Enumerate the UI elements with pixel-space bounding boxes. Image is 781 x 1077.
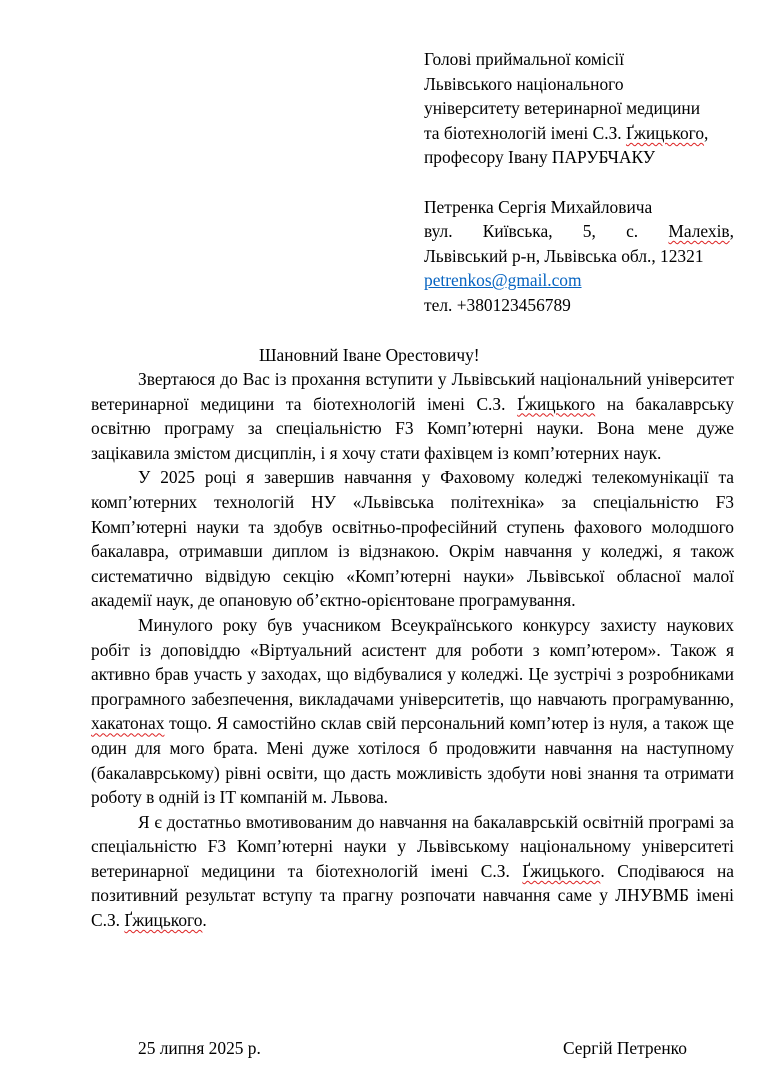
recipient-line: та біотехнологій імені С.З. Ґжицького, bbox=[424, 122, 709, 143]
signature-name: Сергій Петренко bbox=[563, 1038, 687, 1058]
recipient-line: університету ветеринарної медицини bbox=[424, 98, 701, 119]
sender-region: Львівський р-н, Львівська обл., 12321 bbox=[424, 245, 704, 266]
paragraph: У 2025 році я завершив навчання у Фаховому коледжі телекомунікації та комп’ютерних технологій НУ «Львівська політехніка» за спеціальністю F3 Комп’ютерні науки та здобув освітньо-професійний ступень фахового молодшого бакалавра, отримавши диплом із відзнакою. Окрім навчання у коледжі, я також систематично відвідую секцію «Комп’ютерні науки» Львівської обласної малої академії наук, де опановую об’єктно-орієнтоване програмування. bbox=[91, 467, 734, 611]
address-block bbox=[424, 47, 734, 318]
spellcheck-word: Ґжицького bbox=[522, 860, 601, 881]
spellcheck-word: хакатонах bbox=[91, 713, 165, 734]
spellcheck-word: Ґжицького bbox=[124, 910, 203, 931]
paragraph: Звертаюся до Вас із прохання вступити у Львівський національний університет ветеринарної медицини та біотехнологій імені С.З. Ґжицького на бакалаврську освітню програму за спеціальністю F3 Комп’ютерні науки. Вона мене дуже зацікавила змістом дисциплін, і я хочу стати фахівцем із комп’ютерних наук. bbox=[91, 369, 734, 463]
spellcheck-word: Ґжицького bbox=[625, 122, 705, 143]
sender-street: вул. Київська, 5, с. Малехів, bbox=[424, 221, 734, 242]
spellcheck-word: Ґжицького bbox=[517, 393, 596, 414]
recipient-line: Львівського національного bbox=[424, 73, 624, 94]
recipient-line: професору Івану ПАРУБЧАКУ bbox=[424, 147, 656, 168]
paragraph: Минулого року був учасником Всеукраїнського конкурсу захисту наукових робіт із доповіддю «Віртуальний асистент для роботи з комп’ютером». Також я активно брав участь у заходах, що відбувалися у коледжі. Це зустрічі з розробниками програмного забезпечення, викладачами університетів, що навчають програмуванню, хакатонах тощо. Я самостійно склав свій персональний комп’ютер із нуля, а також ще один для мого брата. Мені дуже хотілося б продовжити навчання на наступному (бакалаврському) рівні освіти, що дасть можливість здобути нові знання та отримати роботу в одній із IT компаній м. Львова. bbox=[91, 614, 734, 808]
spellcheck-word: Малехів bbox=[668, 221, 730, 242]
sender-phone: тел. +380123456789 bbox=[424, 294, 571, 315]
recipient-line: Голові приймальної комісії bbox=[424, 49, 625, 69]
sender-email-link[interactable]: petrenkos@gmail.com bbox=[424, 270, 582, 291]
letter-date: 25 липня 2025 р. bbox=[138, 1038, 261, 1058]
paragraph: Я є достатньо вмотивованим до навчання на бакалаврській освітній програмі за спеціальністю F3 Комп’ютерні науки у Львівському національному університеті ветеринарної медицини та біотехнологій імені С.З. Ґжицького. Сподіваюся на позитивний результат вступу та прагну розпочати навчання саме у ЛНУВМБ імені С.З. Ґжицького. bbox=[91, 811, 734, 931]
letter-body bbox=[91, 367, 734, 933]
salutation: Шановний Іване Орестовичу! bbox=[259, 345, 480, 365]
sender-name: Петренка Сергія Михайловича bbox=[424, 196, 653, 217]
